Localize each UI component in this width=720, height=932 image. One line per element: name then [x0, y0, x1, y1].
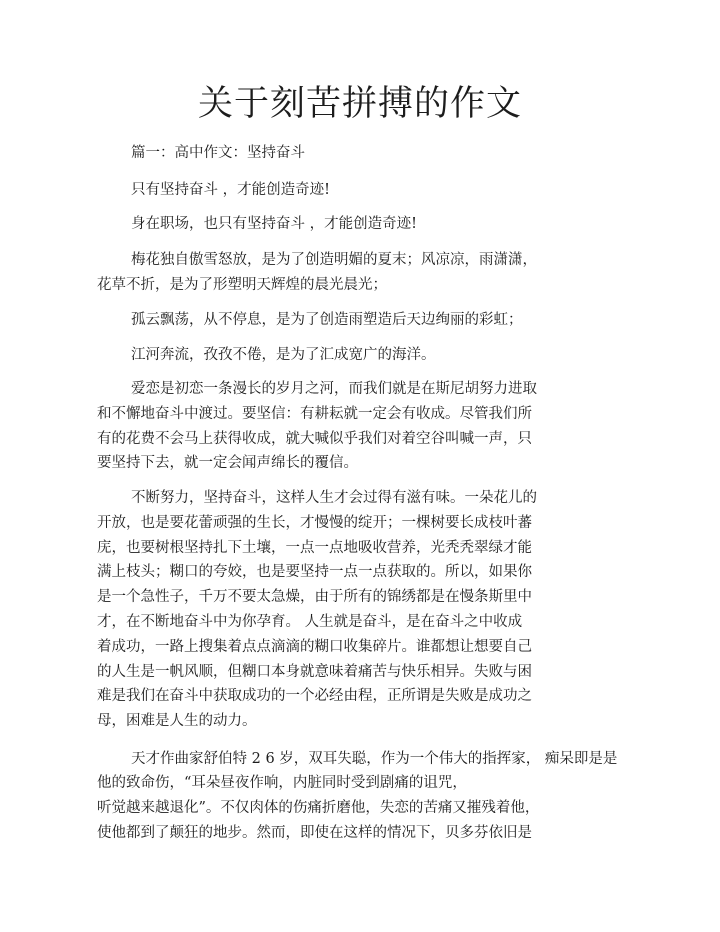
- text-line: 爱恋是初恋一条漫长的岁月之河，而我们就是在斯尼胡努力进取: [131, 381, 537, 397]
- text-line: 只有坚持奋斗 ，才能创造奇迹!: [131, 182, 330, 198]
- document-title: 关于刻苦拼搏的作文: [197, 84, 522, 124]
- text-line: 和不懈地奋斗中渡过。要坚信：有耕耘就一定会有收成。尽管我们所: [97, 406, 532, 422]
- text-line: 孤云飘荡，从不停息，是为了创造雨塑造后天边绚丽的彩虹；: [131, 312, 523, 328]
- text-line: 江河奔流，孜孜不倦，是为了汇成宽广的海洋。: [131, 347, 436, 363]
- text-line: 开放，也是要花蕾顽强的生长，才慢慢的绽开；一棵树要长成枝叶蕃: [97, 515, 532, 531]
- text-line: 的人生是一帆风顺，但糊口本身就意味着痛苦与快乐相异。失败与困: [97, 664, 532, 680]
- text-line: 才，在不断地奋斗中为你孕育。 人生就是奋斗，是在奋斗之中收成: [97, 614, 523, 630]
- text-line: 有的花费不会马上获得收成，就大喊似乎我们对着空谷叫喊一声，只: [97, 431, 532, 447]
- text-line: 不断努力，坚持奋斗，这样人生才会过得有滋有味。一朵花儿的: [131, 490, 537, 506]
- text-line: 他的致命伤，“耳朵昼夜作响，内脏同时受到剧痛的诅咒，: [97, 775, 467, 791]
- text-line: 要坚持下去，就一定会闻声绵长的覆信。: [97, 455, 358, 471]
- text-line: 身在职场，也只有坚持奋斗 ，才能创造奇迹!: [131, 216, 417, 232]
- text-line: 花草不折，是为了形塑明天辉煌的晨光晨光；: [97, 277, 387, 293]
- section-heading: 篇一：高中作文：坚持奋斗: [131, 145, 305, 161]
- text-line: 梅花独自傲雪怒放，是为了创造明媚的夏末；风凉凉，雨潇潇，: [131, 252, 537, 268]
- text-line: 庑，也要树根坚持扎下土壤，一点一点地吸收营养，光秃秃翠绿才能: [97, 540, 532, 556]
- text-line: 使他都到了颠狂的地步。然而，即使在这样的情况下，贝多芬依旧是: [97, 825, 532, 841]
- text-line: 是一个急性子，千万不要太急燥，由于所有的锦绣都是在慢条斯里中: [97, 589, 532, 605]
- text-line: 着成功，一路上搜集着点点滴滴的糊口收集碎片。谁都想让想要自己: [97, 639, 532, 655]
- text-line: 听觉越来越退化”。不仅肉体的伤痛折磨他，失恋的苦痛又摧残着他，: [97, 800, 540, 816]
- text-line: 母，困难是人生的动力。: [97, 713, 257, 729]
- text-line: 满上枝头；糊口的夸姣，也是要坚持一点一点获取的。所以，如果你: [97, 564, 532, 580]
- text-line: 难是我们在奋斗中获取成功的一个必经由程，正所谓是失败是成功之: [97, 688, 532, 704]
- text-line: 天才作曲家舒伯特 2 6 岁，双耳失聪，作为一个伟大的指挥家， 痴呆即是是: [131, 751, 618, 767]
